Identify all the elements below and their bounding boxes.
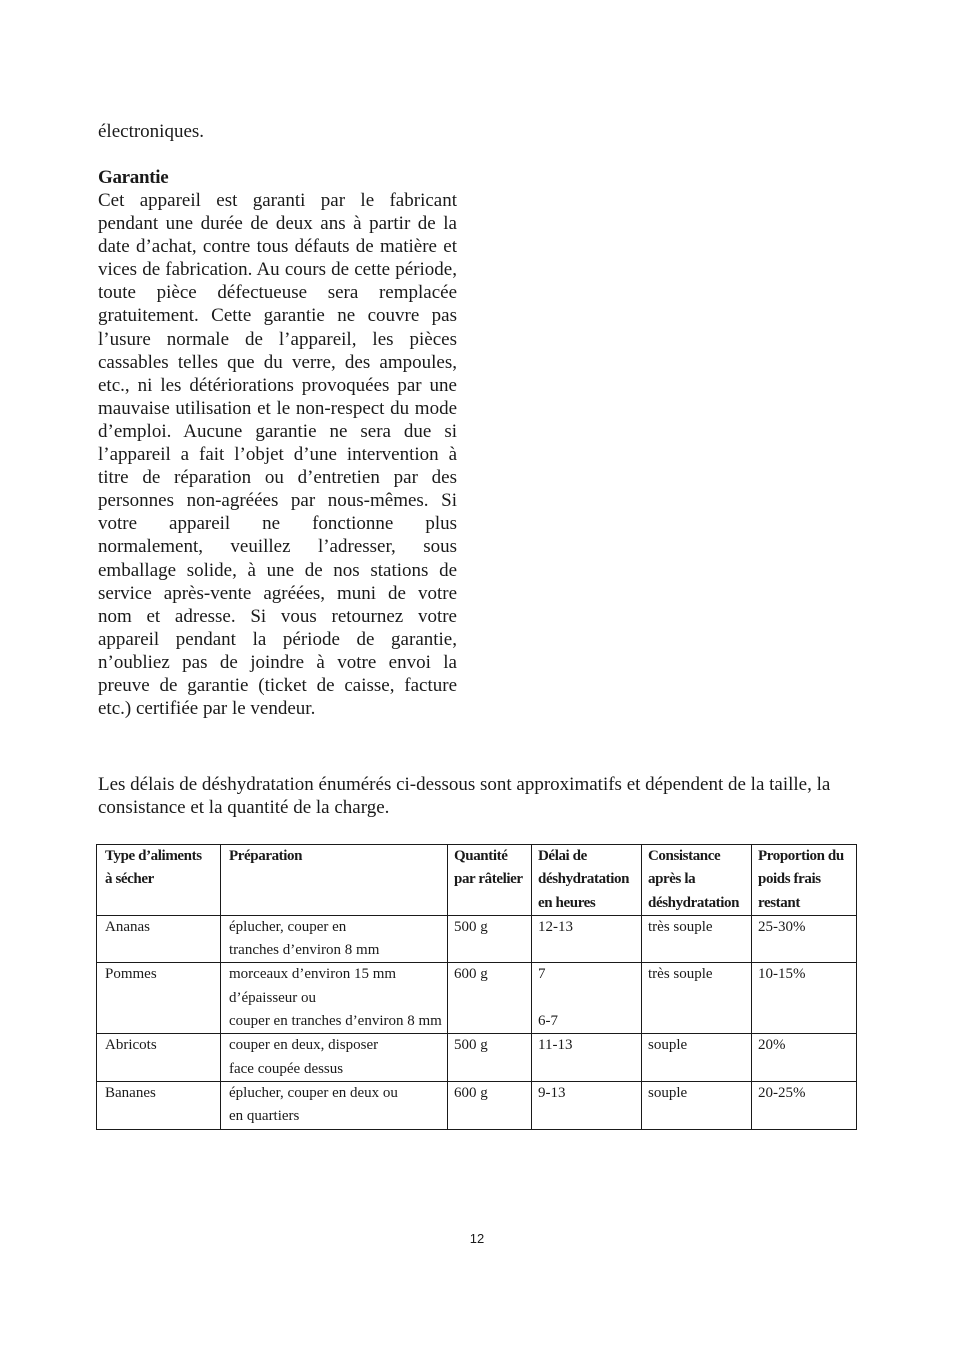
cell-proportion: 25-30%: [752, 915, 857, 963]
cell-quantity: 600 g: [448, 1081, 532, 1129]
warranty-heading: Garantie: [98, 167, 169, 188]
cell-quantity: 500 g: [448, 915, 532, 963]
warranty-body: Cet appareil est garanti par le fabricant pendant une durée de deux ans à partir de la date d’achat, contre tous défauts de matière et vices de fabrication. Au cours de cette période, toute pièce défectueuse sera remplacée gratuitement. Cette garantie ne couvre pas l’usure normale de l’appareil, les pièces cassables telles que du verre, des ampoules, etc., ni les détériorations provoquées par une mauvaise utilisation et le non-respect du mode d’emploi. Aucune garantie ne sera due si l’appareil a fait l’objet d’une intervention à titre de réparation ou d’entretien par des personnes non-agréées par nous-mêmes. Si votre appareil ne fonctionne plus normalement, veuillez l’adresser, sous emballage solide, à une de nos stations de service après-vente agréées, muni de votre nom et adresse. Si vous retournez votre appareil pendant la période de garantie, n’oubliez pas de joindre à votre envoi la preuve de garantie (ticket de caisse, facture etc.) certifiée par le vendeur.: [98, 190, 457, 720]
header-preparation: Préparation: [221, 845, 448, 916]
cell-quantity: 500 g: [448, 1034, 532, 1082]
table-row: [97, 1034, 857, 1082]
warranty-section: [98, 166, 457, 720]
cell-consistency: souple: [642, 1034, 752, 1082]
cell-food: Pommes: [97, 963, 221, 1034]
header-food-type: Type d’aliments à sécher: [97, 845, 221, 916]
header-quantity: Quantité par râtelier: [448, 845, 532, 916]
header-weight-proportion: Proportion du poids frais restant: [752, 845, 857, 916]
cell-preparation: morceaux d’environ 15 mm d’épaisseur ou couper en tranches d’environ 8 mm: [221, 963, 448, 1034]
cell-consistency: très souple: [642, 963, 752, 1034]
header-drying-time: Délai de déshydratation en heures: [532, 845, 642, 916]
cell-proportion: 10-15%: [752, 963, 857, 1034]
cell-food: Bananes: [97, 1081, 221, 1129]
table-row: [97, 1081, 857, 1129]
cell-preparation: couper en deux, disposer face coupée dessus: [221, 1034, 448, 1082]
cell-consistency: très souple: [642, 915, 752, 963]
table-header-row: [97, 845, 857, 916]
table-row: [97, 915, 857, 963]
drying-intro: Les délais de déshydratation énumérés ci-dessous sont approximatifs et dépendent de la taille, la consistance et la quantité de la charge.: [98, 774, 831, 818]
cell-food: Ananas: [97, 915, 221, 963]
cell-drying-time: 9-13: [532, 1081, 642, 1129]
drying-table: [96, 844, 857, 1130]
cell-food: Abricots: [97, 1034, 221, 1082]
cell-drying-time: 11-13: [532, 1034, 642, 1082]
cell-proportion: 20%: [752, 1034, 857, 1082]
cell-proportion: 20-25%: [752, 1081, 857, 1129]
cell-consistency: souple: [642, 1081, 752, 1129]
cell-preparation: éplucher, couper en deux ou en quartiers: [221, 1081, 448, 1129]
page-number: 12: [469, 1231, 485, 1246]
cell-drying-time: 12-13: [532, 915, 642, 963]
cell-drying-time: 7 6-7: [532, 963, 642, 1034]
header-consistency: Consistance après la déshydratation: [642, 845, 752, 916]
cell-preparation: éplucher, couper en tranches d’environ 8 mm: [221, 915, 448, 963]
continued-text: électroniques.: [98, 121, 205, 142]
table-row: [97, 963, 857, 1034]
cell-quantity: 600 g: [448, 963, 532, 1034]
